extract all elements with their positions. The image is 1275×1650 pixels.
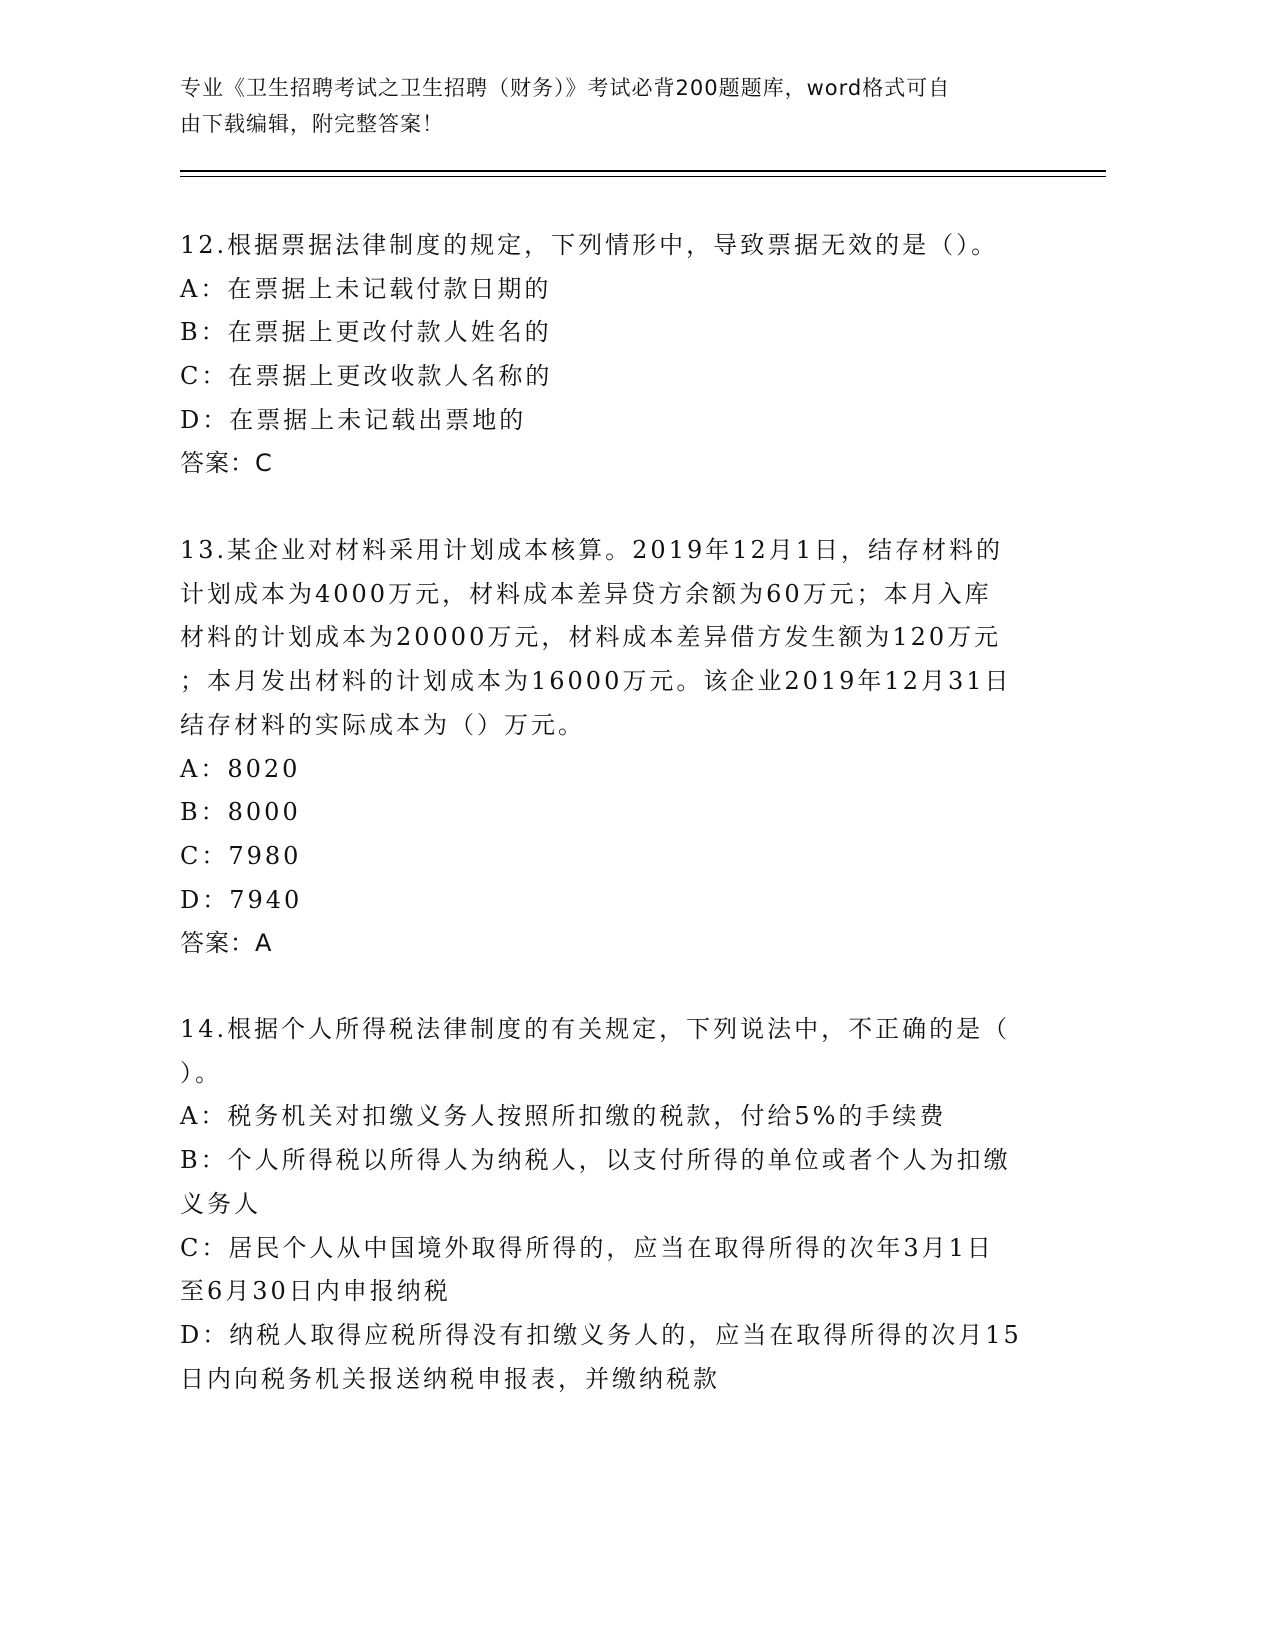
answer-option: D：7940 xyxy=(180,886,303,914)
question-stem: 材料的计划成本为20000万元，材料成本差异借方发生额为120万元 xyxy=(180,623,1002,651)
header-divider xyxy=(180,176,1106,177)
answer-option: B：个人所得税以所得人为纳税人，以支付所得的单位或者个人为扣缴 xyxy=(180,1146,1011,1174)
answer-option: D：纳税人取得应税所得没有扣缴义务人的，应当在取得所得的次月15 xyxy=(180,1321,1022,1349)
answer-option: 至6月30日内申报纳税 xyxy=(180,1277,451,1305)
answer-option: D：在票据上未记载出票地的 xyxy=(180,406,527,434)
question-stem: 计划成本为4000万元，材料成本差异贷方余额为60万元；本月入库 xyxy=(180,580,992,608)
answer-option: C：在票据上更改收款人名称的 xyxy=(180,362,553,390)
header-divider xyxy=(180,170,1106,172)
answer-option: C：居民个人从中国境外取得所得的，应当在取得所得的次年3月1日 xyxy=(180,1234,994,1262)
question-stem: ；本月发出材料的计划成本为16000万元。该企业2019年12月31日 xyxy=(180,667,1012,695)
question-stem: ）。 xyxy=(180,1059,222,1087)
document-header-line-1: 专业《卫生招聘考试之卫生招聘（财务）》考试必背200题题库，word格式可自 xyxy=(180,76,951,100)
answer-key: 答案：A xyxy=(180,929,273,957)
answer-option: C：7980 xyxy=(180,842,302,870)
answer-key: 答案：C xyxy=(180,449,273,477)
question-stem: 14.根据个人所得税法律制度的有关规定，下列说法中，不正确的是（ xyxy=(180,1015,1011,1043)
answer-option: 义务人 xyxy=(180,1190,261,1218)
question-stem: 12.根据票据法律制度的规定，下列情形中，导致票据无效的是（）。 xyxy=(180,231,999,259)
answer-option: B：8000 xyxy=(180,798,301,826)
document-header-line-2: 由下载编辑，附完整答案！ xyxy=(180,112,444,136)
question-stem: 13.某企业对材料采用计划成本核算。2019年12月1日，结存材料的 xyxy=(180,536,1004,564)
answer-option: 日内向税务机关报送纳税申报表，并缴纳税款 xyxy=(180,1365,720,1393)
answer-option: A：税务机关对扣缴义务人按照所扣缴的税款，付给5%的手续费 xyxy=(180,1102,947,1130)
question-stem: 结存材料的实际成本为（）万元。 xyxy=(180,711,585,739)
answer-option: A：8020 xyxy=(180,755,301,783)
answer-option: B：在票据上更改付款人姓名的 xyxy=(180,318,552,346)
answer-option: A：在票据上未记载付款日期的 xyxy=(180,275,552,303)
